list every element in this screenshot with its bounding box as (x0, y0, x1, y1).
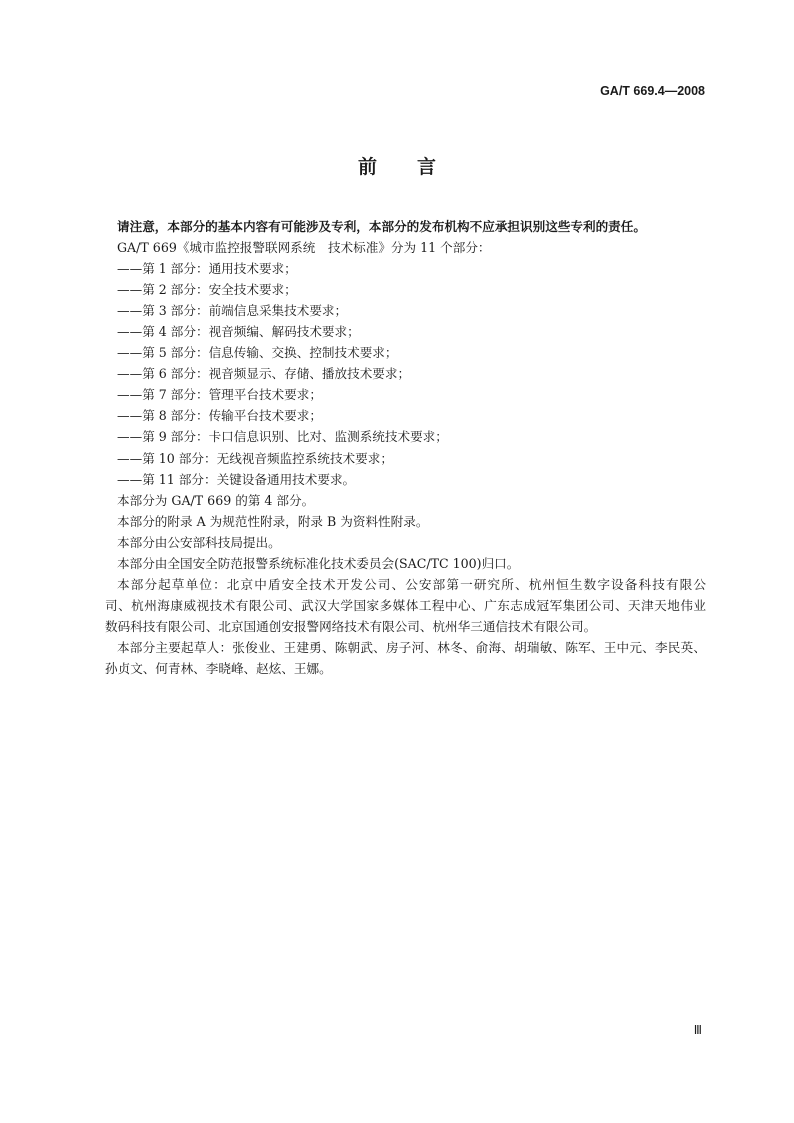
part-item: ——第 7 部分：管理平台技术要求； (117, 387, 322, 403)
part-item: ——第 4 部分：视音频编、解码技术要求； (117, 324, 360, 340)
page-number: Ⅲ (693, 1023, 702, 1037)
paragraph: 本部分的附录 A 为规范性附录，附录 B 为资料性附录。 (117, 513, 429, 529)
document-body (105, 216, 706, 679)
paragraph: 本部分为 GA/T 669 的第 4 部分。 (117, 492, 315, 508)
drafters-line: 孙贞文、何青林、李晓峰、赵炫、王娜。 (105, 660, 332, 676)
part-item: ——第 8 部分：传输平台技术要求； (117, 408, 322, 424)
part-item: ——第 9 部分：卡口信息识别、比对、监测系统技术要求； (117, 429, 448, 445)
standard-code: GA/T 669.4—2008 (600, 84, 705, 98)
page-title: 前言 (357, 156, 476, 178)
drafters-line: 本部分主要起草人：张俊业、王建勇、陈朝武、房子河、林冬、俞海、胡瑞敏、陈军、王中元、李民英、 (117, 639, 706, 655)
part-item: ——第 2 部分：安全技术要求； (117, 282, 297, 298)
intro: GA/T 669《城市监控报警联网系统 技术标准》分为 11 个部分： (117, 240, 491, 256)
patent-notice: 请注意，本部分的基本内容有可能涉及专利，本部分的发布机构不应承担识别这些专利的责任。 (117, 219, 646, 234)
part-item: ——第 11 部分：关键设备通用技术要求。 (117, 471, 356, 487)
part-item: ——第 6 部分：视音频显示、存储、播放技术要求； (117, 366, 411, 382)
part-item: ——第 10 部分：无线视音频监控系统技术要求； (117, 450, 393, 466)
part-item: ——第 1 部分：通用技术要求； (117, 261, 297, 277)
part-item: ——第 3 部分：前端信息采集技术要求； (117, 303, 348, 319)
drafting-units-line: 数码科技有限公司、北京国通创安报警网络技术有限公司、杭州华三通信技术有限公司。 (105, 618, 597, 634)
paragraph: 本部分由公安部科技局提出。 (117, 534, 281, 550)
paragraph: 本部分由全国安全防范报警系统标准化技术委员会(SAC/TC 100)归口。 (117, 555, 520, 571)
part-item: ——第 5 部分：信息传输、交换、控制技术要求； (117, 345, 398, 361)
drafting-units-line: 司、杭州海康威视技术有限公司、武汉大学国家多媒体工程中心、广东志成冠军集团公司、天津天地伟业 (105, 597, 706, 613)
drafting-units-line: 本部分起草单位：北京中盾安全技术开发公司、公安部第一研究所、杭州恒生数字设备科技有限公 (117, 576, 706, 592)
